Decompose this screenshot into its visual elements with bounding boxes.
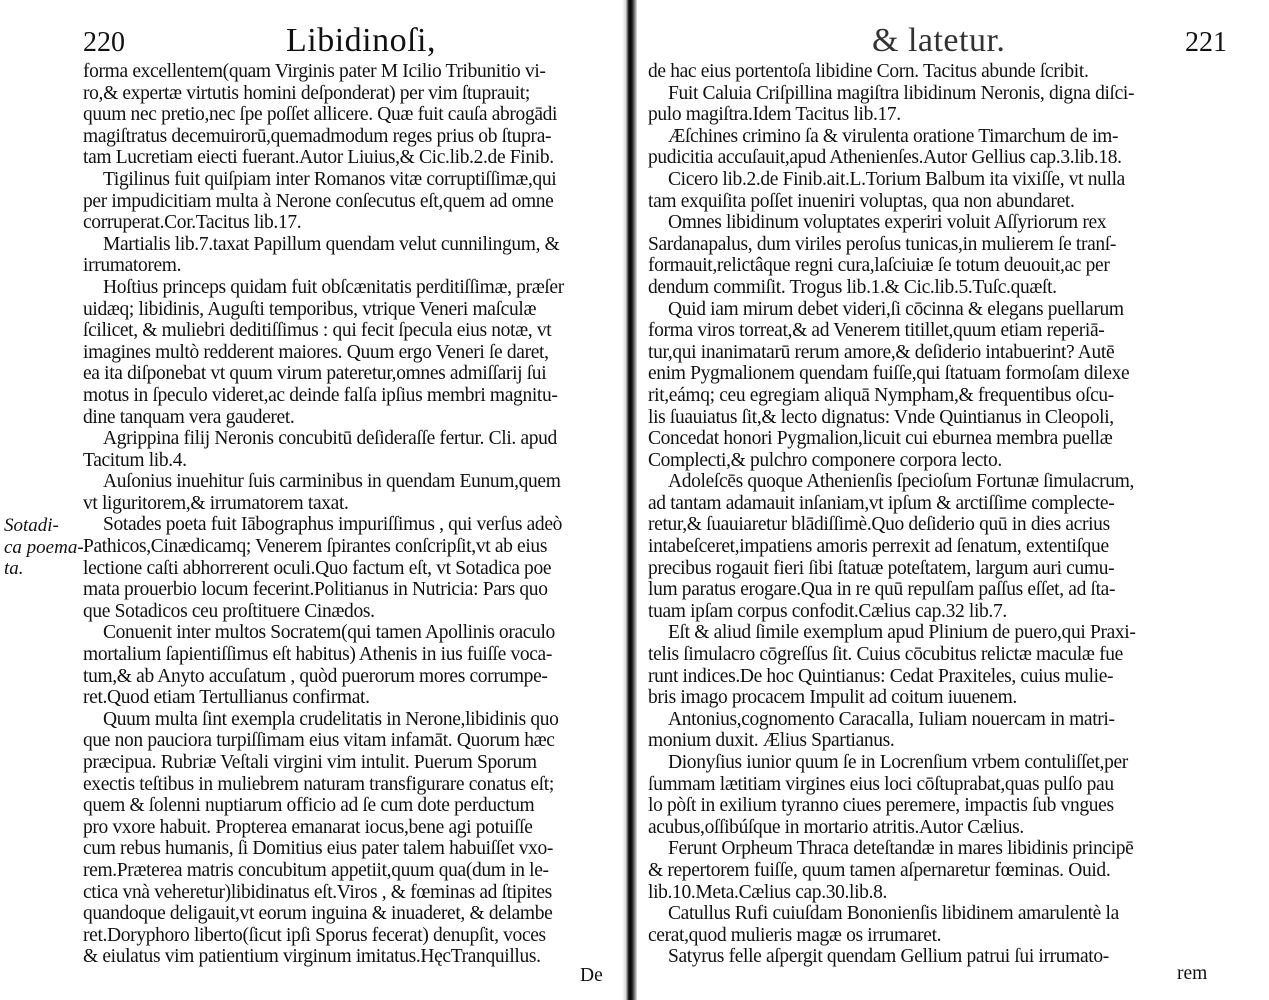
text-line: Dionyſius iunior quum ſe in Locrenſium vrbem contuliſſet,per: [668, 752, 1128, 773]
book-gutter: [622, 0, 637, 1000]
text-line: Ferunt Orpheum Thraca deteſtandæ in mares libidinis principē: [668, 838, 1134, 860]
text-line: intabeſceret,impatiens amoris perrexit ad ſenatum, extentiſque: [648, 536, 1109, 558]
text-line: Quum multa ſint exempla crudelitatis in Nerone,libidinis quo: [103, 708, 559, 730]
text-line: tam Lucretiam eiecti fuerant.Autor Liuius,& Cic.lib.2.de Finib.: [83, 147, 554, 169]
text-line: Fuit Caluia Criſpillina magiſtra libidinum Neronis, digna diſci-: [668, 82, 1135, 104]
text-line: cerat,quod mulieris magæ os irrumaret.: [648, 924, 942, 946]
margin-note-line: ta.: [4, 558, 24, 580]
running-head: & latetur.: [872, 22, 1006, 59]
text-line: Hoſtius princeps quidam fuit obſcænitatis perditiſſimæ, præſer: [103, 276, 564, 298]
text-line: rem.Præterea matris concubitum appetiit,quum qua(dum in le-: [83, 859, 549, 881]
text-line: irrumatorem.: [83, 255, 182, 277]
right-page: [637, 0, 1269, 1000]
page-number: 221: [1185, 27, 1227, 58]
text-line: Quid iam mirum debet videri,ſi cōcinna & elegans puellarum: [668, 298, 1124, 320]
text-line: Agrippina filij Neronis concubitū deſideraſſe fertur. Cli. apud: [103, 428, 557, 450]
text-line: mortalium ſapientiſſimus eſt habitus) Athenis in ius fuiſſe voca-: [83, 644, 553, 666]
text-line: dendum commiſit. Trogus lib.1.& Cic.lib.5.Tuſc.quæſt.: [648, 276, 1057, 298]
margin-note-line: ca poema-: [4, 536, 84, 558]
text-line: ea ita diſponebat vt quum virum pateretur,omnes admiſſarij ſui: [83, 363, 547, 385]
text-line: Pathicos,Cinædicamq; Venerem ſpirantes conſcripſit,vt ab eius: [83, 536, 548, 558]
text-line: Eſt & aliud ſimile exemplum apud Plinium de puero,qui Praxi-: [668, 622, 1136, 644]
text-line: Sardanapalus, dum viriles peroſus tunicas,in mulierem ſe tranſ-: [648, 233, 1117, 255]
text-line: Catullus Rufi cuiuſdam Bononienſis libidinem amarulentè la: [668, 903, 1119, 925]
text-line: lectione caſti abhorrerent oculi.Quo factum eſt, vt Sotadica poe: [83, 557, 552, 579]
text-line: quem & ſolenni nuptiarum officio ad ſe cum dote perductum: [83, 795, 535, 817]
text-line: mata prouerbio locum fecerint.Politianus in Nutricia: Pars quo: [83, 579, 548, 601]
text-line: & repertorem fuiſſe, quum tamen aſpernaretur fœminas. Ouid.: [648, 859, 1111, 881]
text-line: forma viros torreat,& ad Venerem titillet,quum etiam reperiā-: [648, 320, 1105, 342]
text-line: motus in ſpeculo videret,ac deinde falſa ipſius membri magnitu-: [83, 384, 558, 406]
text-line: per impudicitiam multa à Nerone conſecutus eſt,quem ad omne: [83, 190, 554, 212]
text-line: ret.Quod etiam Tertullianus confirmat.: [83, 687, 370, 709]
text-line: monium duxit. Ælius Spartianus.: [648, 730, 895, 752]
text-line: Satyrus felle aſpergit quendam Gellium patrui ſui irrumato-: [668, 946, 1109, 968]
text-line: Adoleſcēs quoque Athenienſis ſpecioſum Fortunæ ſimulacrum,: [668, 471, 1135, 493]
text-line: ctica vnà veheretur)libidinatus eſt.Viros , & fœminas ad ſtipites: [83, 881, 552, 903]
text-line: telis ſimulacro cōgreſſus ſit. Cuius cōcubitus relictæ maculæ fue: [648, 644, 1123, 666]
text-line: magiſtratus decemuirorū,quemadmodum reges prius ob ſtupra-: [83, 125, 552, 147]
text-line: præcipua. Rubriæ Veſtali virgini vim intulit. Puerum Sporum: [83, 752, 537, 773]
body-text: [83, 61, 613, 968]
text-line: ro,& expertæ virtutis homini deſponderat) per vim ſtuprauit;: [83, 82, 530, 104]
text-line: ſcilicet, & muliebri deditiſſimus : qui fecit ſpecula eius notæ, vt: [83, 320, 552, 342]
text-line: Omnes libidinum voluptates experiri voluit Aſſyriorum rex: [668, 212, 1107, 234]
text-line: tam exquiſita poſſet inueniri voluptas, qua non abundaret.: [648, 190, 1075, 212]
text-line: Conuenit inter multos Socratem(qui tamen Apollinis oraculo: [103, 622, 555, 644]
text-line: rit,eámq; ceu egregiam aliquā Nympham,& frequentibus oſcu-: [648, 384, 1114, 406]
text-line: que Sotadicos ceu proſtituere Cinædos.: [83, 600, 375, 622]
text-line: tum,& ab Anyto accuſatum , quòd puerorum mores corrumpe-: [83, 665, 548, 687]
text-line: Tigilinus fuit quiſpiam inter Romanos vitæ corruptiſſimæ,qui: [103, 168, 557, 190]
text-line: Auſonius inuehitur ſuis carminibus in quendam Eunum,quem: [103, 471, 561, 493]
text-line: precibus rogauit fieri ſibi ſtatuæ poteſtatem, largum auri cumu-: [648, 557, 1115, 579]
text-line: quum nec pretio,nec ſpe poſſet allicere. Quæ fuit cauſa abrogādi: [83, 104, 558, 126]
text-line: acubus,oſſibúſque in mortario atritis.Autor Cælius.: [648, 816, 1024, 838]
text-line: & eiulatus vim patientium virginum imitatus.HęcTranquillus.: [83, 946, 541, 968]
text-line: ſummam lætitiam virgines eius loci cōſtuprabat,quas pulſo pau: [648, 773, 1114, 795]
margin-note: [4, 515, 82, 580]
margin-note-line: Sotadi-: [4, 515, 59, 536]
text-line: ad tantam adamauit inſaniam,vt ipſum & arctiſſime complecte-: [648, 492, 1115, 514]
text-line: pulo magiſtra.Idem Tacitus lib.17.: [648, 104, 901, 126]
text-line: que non pauciora turpiſſimam eius vitam infamāt. Quorum hæc: [83, 730, 555, 752]
text-line: Æſchines crimino ſa & virulenta oratione Timarchum de im-: [668, 125, 1119, 147]
text-line: lis ſuauiatus ſit,& lecto dignatus: Vnde Quintianus in Cleopoli,: [648, 406, 1114, 428]
text-line: runt indices.De hoc Quintianus: Cedat Praxiteles, cuius mulie-: [648, 665, 1114, 687]
text-line: de hac eius portentoſa libidine Corn. Tacitus abunde ſcribit.: [648, 61, 1089, 82]
text-line: enim Pygmalionem quendam fuiſſe,qui ſtatuam formoſam dilexe: [648, 363, 1130, 385]
text-line: Concedat honori Pygmalion,licuit cui eburnea membra puellæ: [648, 428, 1113, 450]
text-line: ret.Doryphoro liberto(ſicut ipſi Sporus fecerat) denupſit, voces: [83, 924, 546, 946]
text-line: Sotades poeta fuit Iābographus impuriſſimus , qui verſus adeò: [103, 514, 563, 536]
text-line: lum paratus erogare.Qua in re quū repulſam paſſus eſſet, ad ſta-: [648, 579, 1116, 601]
text-line: formauit,relictâque regni cura,laſciuiæ ſe totum deuouit,ac per: [648, 255, 1110, 277]
text-line: bris imago procacem Impulit ad coitum iuuenem.: [648, 687, 1017, 709]
left-page: [0, 0, 625, 1000]
text-line: lo pòſt in exilium tyranno ciues peremere, impactis ſub vngues: [648, 795, 1114, 817]
text-line: retur,& ſuauiaretur blādiſſimè.Quo deſiderio quū in dies acrius: [648, 514, 1110, 536]
text-line: Antonius,cognomento Caracalla, Iuliam nouercam in matri-: [668, 708, 1115, 730]
text-line: pro vxore habuit. Propterea emanarat iocus,bene agi potuiſſe: [83, 816, 533, 838]
text-line: Complecti,& pulchro componere corpora lecto.: [648, 449, 1002, 471]
text-line: pudicitia accuſauit,apud Athenienſes.Autor Gellius cap.3.lib.18.: [648, 147, 1122, 169]
text-line: exectis teſtibus in muliebrem naturam transfigurare conatus eſt;: [83, 773, 554, 795]
text-line: quandoque deligauit,vt eorum inguina & inuaderet, & delambe: [83, 903, 553, 925]
text-line: Martialis lib.7.taxat Papillum quendam velut cunnilingum, &: [103, 233, 560, 255]
text-line: imagines multò redderent maiores. Quum ergo Veneri ſe daret,: [83, 341, 549, 363]
text-line: lib.10.Meta.Cælius cap.30.lib.8.: [648, 881, 888, 903]
text-line: tur,qui inanimatarū rerum amore,& deſiderio intabuerint? Autē: [648, 341, 1115, 363]
page-number: 220: [83, 27, 125, 58]
text-line: uidæq; libidinis, Auguſti temporibus, vtrique Veneri maſculæ: [83, 298, 537, 320]
text-line: dine tanquam vera gauderet.: [83, 406, 295, 428]
catchword: rem: [1177, 963, 1208, 984]
text-line: corruperat.Cor.Tacitus lib.17.: [83, 212, 302, 234]
text-line: cum rebus humanis, ſi Domitius eius pater talem habuiſſet vxo-: [83, 838, 554, 860]
text-line: vt liguritorem,& irrumatorem taxat.: [83, 492, 349, 514]
text-line: Tacitum lib.4.: [83, 449, 187, 471]
body-text: [648, 61, 1208, 968]
text-line: forma excellentem(quam Virginis pater M Icilio Tribunitio vi-: [83, 61, 546, 82]
text-line: Cicero lib.2.de Finib.ait.L.Torium Balbum ita vixiſſe, vt nulla: [668, 168, 1125, 190]
text-line: tuam ipſam corpus confodit.Cælius cap.32 lib.7.: [648, 600, 1007, 622]
running-head: Libidinoſi,: [286, 22, 436, 59]
catchword: De: [580, 965, 603, 986]
